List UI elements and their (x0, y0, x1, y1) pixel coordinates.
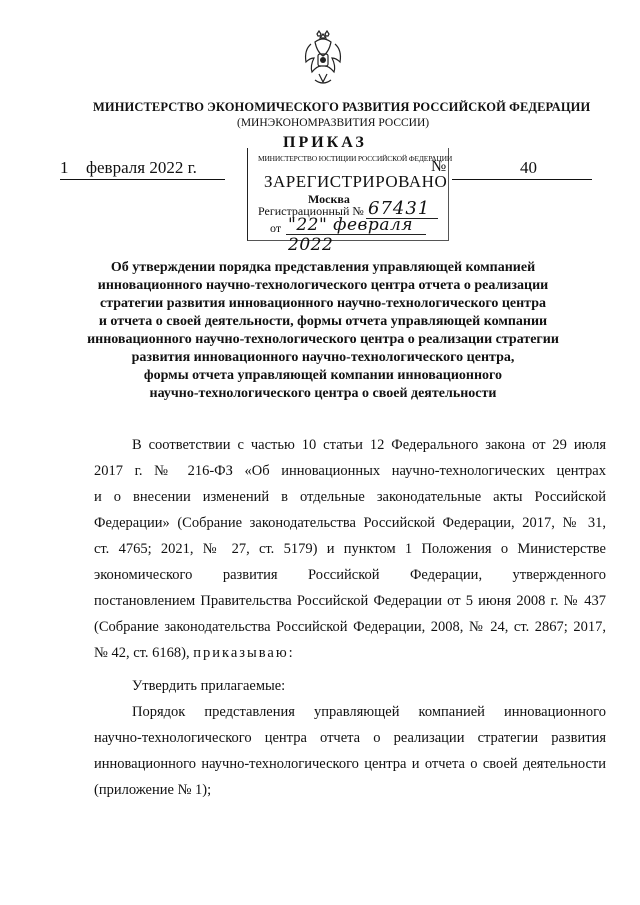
stamp-reg-label: Регистрационный № (258, 204, 364, 218)
body-line: ст. 4765; 2021, № 27, ст. 5179) и пунктом 1 Положения о Министерстве (94, 541, 606, 557)
order-number: 40 (520, 158, 537, 177)
body-line: научно-технологического центра отчета о реализации стратегии развития (94, 730, 606, 746)
body-line: экономического развития Российской Федерации, утвержденного (94, 567, 606, 583)
registration-stamp (247, 148, 453, 255)
paragraph-approve (94, 673, 606, 699)
stamp-city: Москва (308, 192, 350, 206)
body-line: Утвердить прилагаемые: (132, 678, 286, 694)
body-line: Порядок представления управляющей компанией инновационного (132, 704, 606, 720)
stamp-reg-number: 67431 (368, 198, 431, 219)
stamp-ministry: МИНИСТЕРСТВО ЮСТИЦИИ РОССИЙСКОЙ ФЕДЕРАЦИИ (258, 154, 453, 163)
coat-of-arms-icon (303, 30, 343, 88)
order-date-month-year: февраля 2022 г. (86, 158, 197, 177)
body-line: и о внесении изменений в отдельные законодательные акты Российской (94, 489, 606, 505)
heading-line: формы отчета управляющей компании инновационного (143, 368, 503, 383)
order-heading (70, 259, 576, 403)
stamp-registered: ЗАРЕГИСТРИРОВАНО (264, 172, 448, 191)
ministry-name: МИНИСТЕРСТВО ЭКОНОМИЧЕСКОГО РАЗВИТИЯ РОССИЙСКОЙ ФЕДЕРАЦИИ (93, 100, 591, 114)
paragraph-preamble (94, 432, 606, 666)
heading-line: инновационного научно-технологического центра о реализации стратегии (87, 332, 559, 347)
heading-line: развития инновационного научно-технологического центра, (131, 350, 515, 365)
body-line: (приложение № 1); (94, 782, 212, 798)
ministry-short-name: (МИНЭКОНОМРАЗВИТИЯ РОССИИ) (237, 117, 430, 129)
body-line: инновационного научно-технологического центра и отчета о своей деятельности (94, 756, 606, 772)
order-title: ПРИКАЗ (283, 134, 367, 151)
number-underline (452, 179, 592, 180)
order-date-day: 1 (60, 158, 69, 177)
order-verb: приказываю: (193, 645, 295, 661)
order-number-sign: № (431, 158, 447, 175)
body-line: 2017 г. № 216-ФЗ «Об инновационных научно-технологических центрах (94, 463, 606, 479)
stamp-reg-date: "22" февраля 2022 (288, 215, 414, 255)
body-line-start: № 42, ст. 6168), (94, 645, 190, 661)
heading-line: научно-технологического центра о своей деятельности (149, 386, 497, 401)
body-line: Федерации» (Собрание законодательства Российской Федерации, 2017, № 31, (94, 515, 606, 531)
body-line (94, 640, 606, 666)
stamp-from-label: от (270, 221, 282, 235)
stamp-date-underline (286, 234, 426, 235)
body-line: В соответствии с частью 10 статьи 12 Федерального закона от 29 июля (132, 437, 606, 453)
order-date (60, 158, 197, 178)
heading-line: Об утверждении порядка представления управляющей компанией (110, 260, 536, 275)
body-line: (Собрание законодательства Российской Федерации, 2008, № 24, ст. 2867; 2017, (94, 619, 606, 635)
heading-line: инновационного научно-технологического центра отчета о реализации (97, 278, 549, 293)
heading-line: стратегии развития инновационного научно-технологического центра (99, 296, 547, 311)
date-underline (60, 179, 225, 180)
body-line: постановлением Правительства Российской Федерации от 5 июня 2008 г. № 437 (94, 593, 606, 609)
heading-line: и отчета о своей деятельности, формы отчета управляющей компании (98, 314, 548, 329)
paragraph-procedure (94, 699, 606, 803)
